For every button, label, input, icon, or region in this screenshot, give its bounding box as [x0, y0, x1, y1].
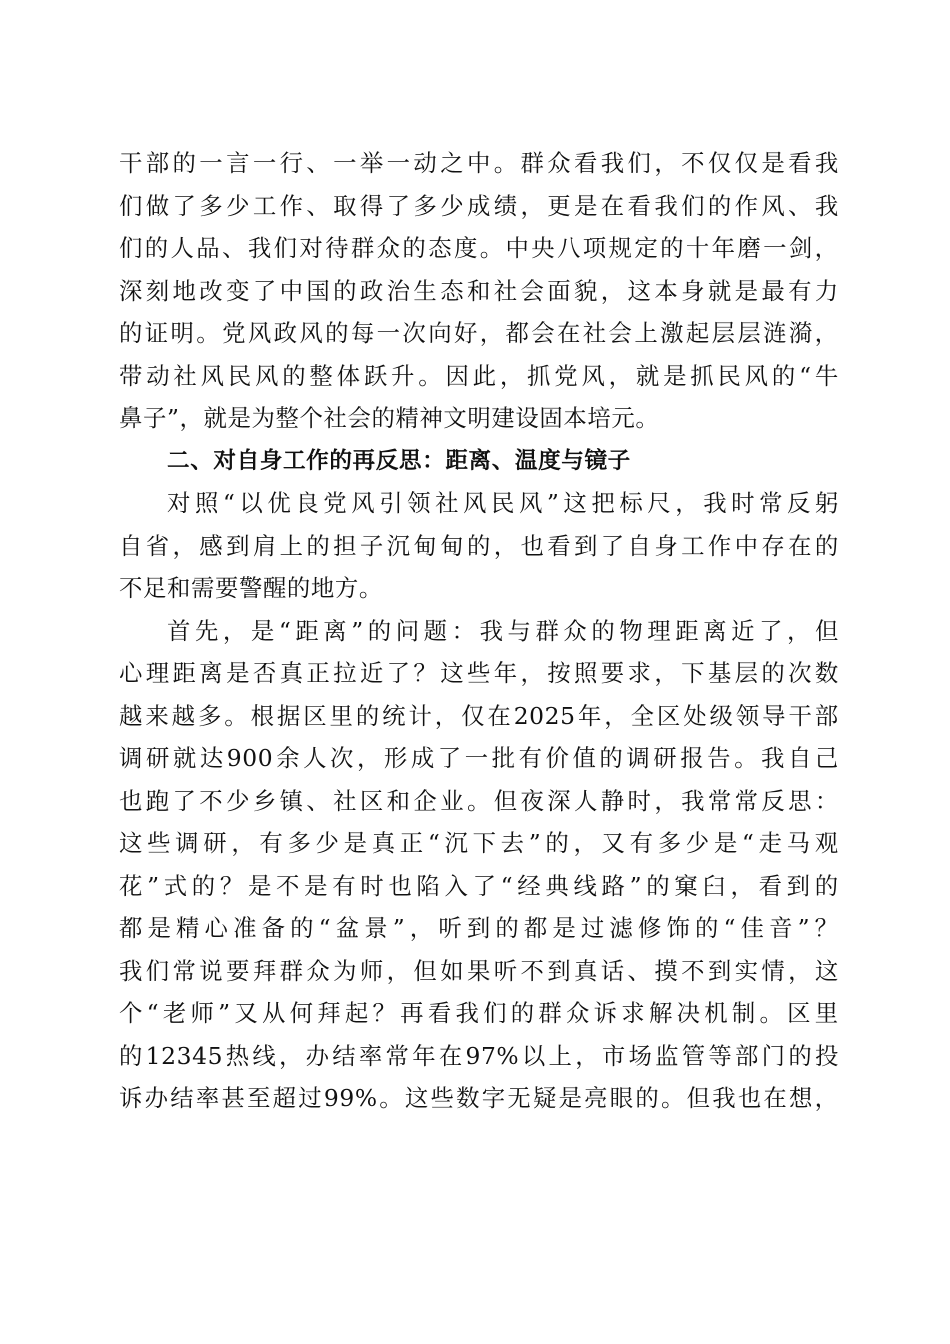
section-heading: 二、对自身工作的再反思：距离、温度与镜子 [167, 447, 631, 474]
text-line-4: 深 刻 地 改 变 了 中 国 的 政 治 生 态 和 社 会 面 貌 ， 这 本 身 就 是 最 有 力 [119, 276, 839, 305]
text-line-2: 们 做 了 多 少 工 作 、 取 得 了 多 少 成 绩 ， 更 是 在 看 我 们 的 作 风 、 我 [119, 191, 839, 220]
text-line-15: 调 研 就 达 900 余 人 次 ， 形 成 了 一 批 有 价 值 的 调 研 报 告 。 我 自 己 [119, 744, 839, 772]
text-line-9: 对 照 “ 以 优 良 党 风 引 领 社 风 民 风 ” 这 把 标 尺 ， 我 时 常 反 躬 [167, 489, 839, 517]
text-line-20: 我 们 常 说 要 拜 群 众 为 师 ， 但 如 果 听 不 到 真 话 、 摸 不 到 实 情 ， 这 [119, 956, 839, 985]
text-line-7: 鼻子”，就是为整个社会的精神文明建设固本培元。 [119, 404, 660, 432]
text-line-3: 们 的 人 品 、 我 们 对 待 群 众 的 态 度 。 中 央 八 项 规 定 的 十 年 磨 一 剑 ， [119, 234, 839, 262]
text-line-17: 这 些 调 研 ， 有 多 少 是 真 正 “ 沉 下 去 ” 的 ， 又 有 多 少 是 “ 走 马 观 [119, 829, 839, 857]
text-line-6: 带 动 社 风 民 风 的 整 体 跃 升 。 因 此 ， 抓 党 风 ， 就 是 抓 民 风 的 “ 牛 [119, 361, 839, 390]
text-line-23: 诉 办 结 率 甚 至 超 过 99% 。 这 些 数 字 无 疑 是 亮 眼 的 。 但 我 也 在 想 ， [119, 1084, 839, 1112]
text-line-18: 花 ” 式 的 ？ 是 不 是 有 时 也 陷 入 了 “ 经 典 线 路 ” 的 窠 臼 ， 看 到 的 [119, 871, 839, 900]
text-line-5: 的 证 明 。 党 风 政 风 的 每 一 次 向 好 ， 都 会 在 社 会 上 激 起 层 层 涟 漪 ， [119, 319, 839, 347]
text-line-13: 心 理 距 离 是 否 真 正 拉 近 了 ？ 这 些 年 ， 按 照 要 求 ， 下 基 层 的 次 数 [119, 659, 839, 687]
text-line-11: 不足和需要警醒的地方。 [119, 574, 383, 602]
text-line-16: 也 跑 了 不 少 乡 镇 、 社 区 和 企 业 。 但 夜 深 人 静 时 ， 我 常 常 反 思 ： [119, 786, 839, 815]
text-line-12: 首 先 ， 是 “ 距 离 ” 的 问 题 ： 我 与 群 众 的 物 理 距 离 近 了 ， 但 [167, 616, 839, 645]
text-line-21: 个 “ 老 师 ” 又 从 何 拜 起 ？ 再 看 我 们 的 群 众 诉 求 解 决 机 制 。 区 里 [119, 999, 839, 1027]
document-body [119, 142, 839, 1120]
text-line-22: 的 12345 热 线 ， 办 结 率 常 年 在 97% 以 上 ， 市 场 监 管 等 部 门 的 投 [119, 1041, 839, 1070]
text-line-19: 都 是 精 心 准 备 的 “ 盆 景 ” ， 听 到 的 都 是 过 滤 修 饰 的 “ 佳 音 ” ？ [119, 914, 839, 942]
text-line-1: 干 部 的 一 言 一 行 、 一 举 一 动 之 中 。 群 众 看 我 们 ， 不 仅 仅 是 看 我 [119, 149, 839, 177]
text-line-14: 越 来 越 多 。 根 据 区 里 的 统 计 ， 仅 在 2025 年 ， 全 区 处 级 领 导 干 部 [119, 701, 839, 730]
text-line-10: 自 省 ， 感 到 肩 上 的 担 子 沉 甸 甸 的 ， 也 看 到 了 自 身 工 作 中 存 在 的 [119, 531, 839, 560]
